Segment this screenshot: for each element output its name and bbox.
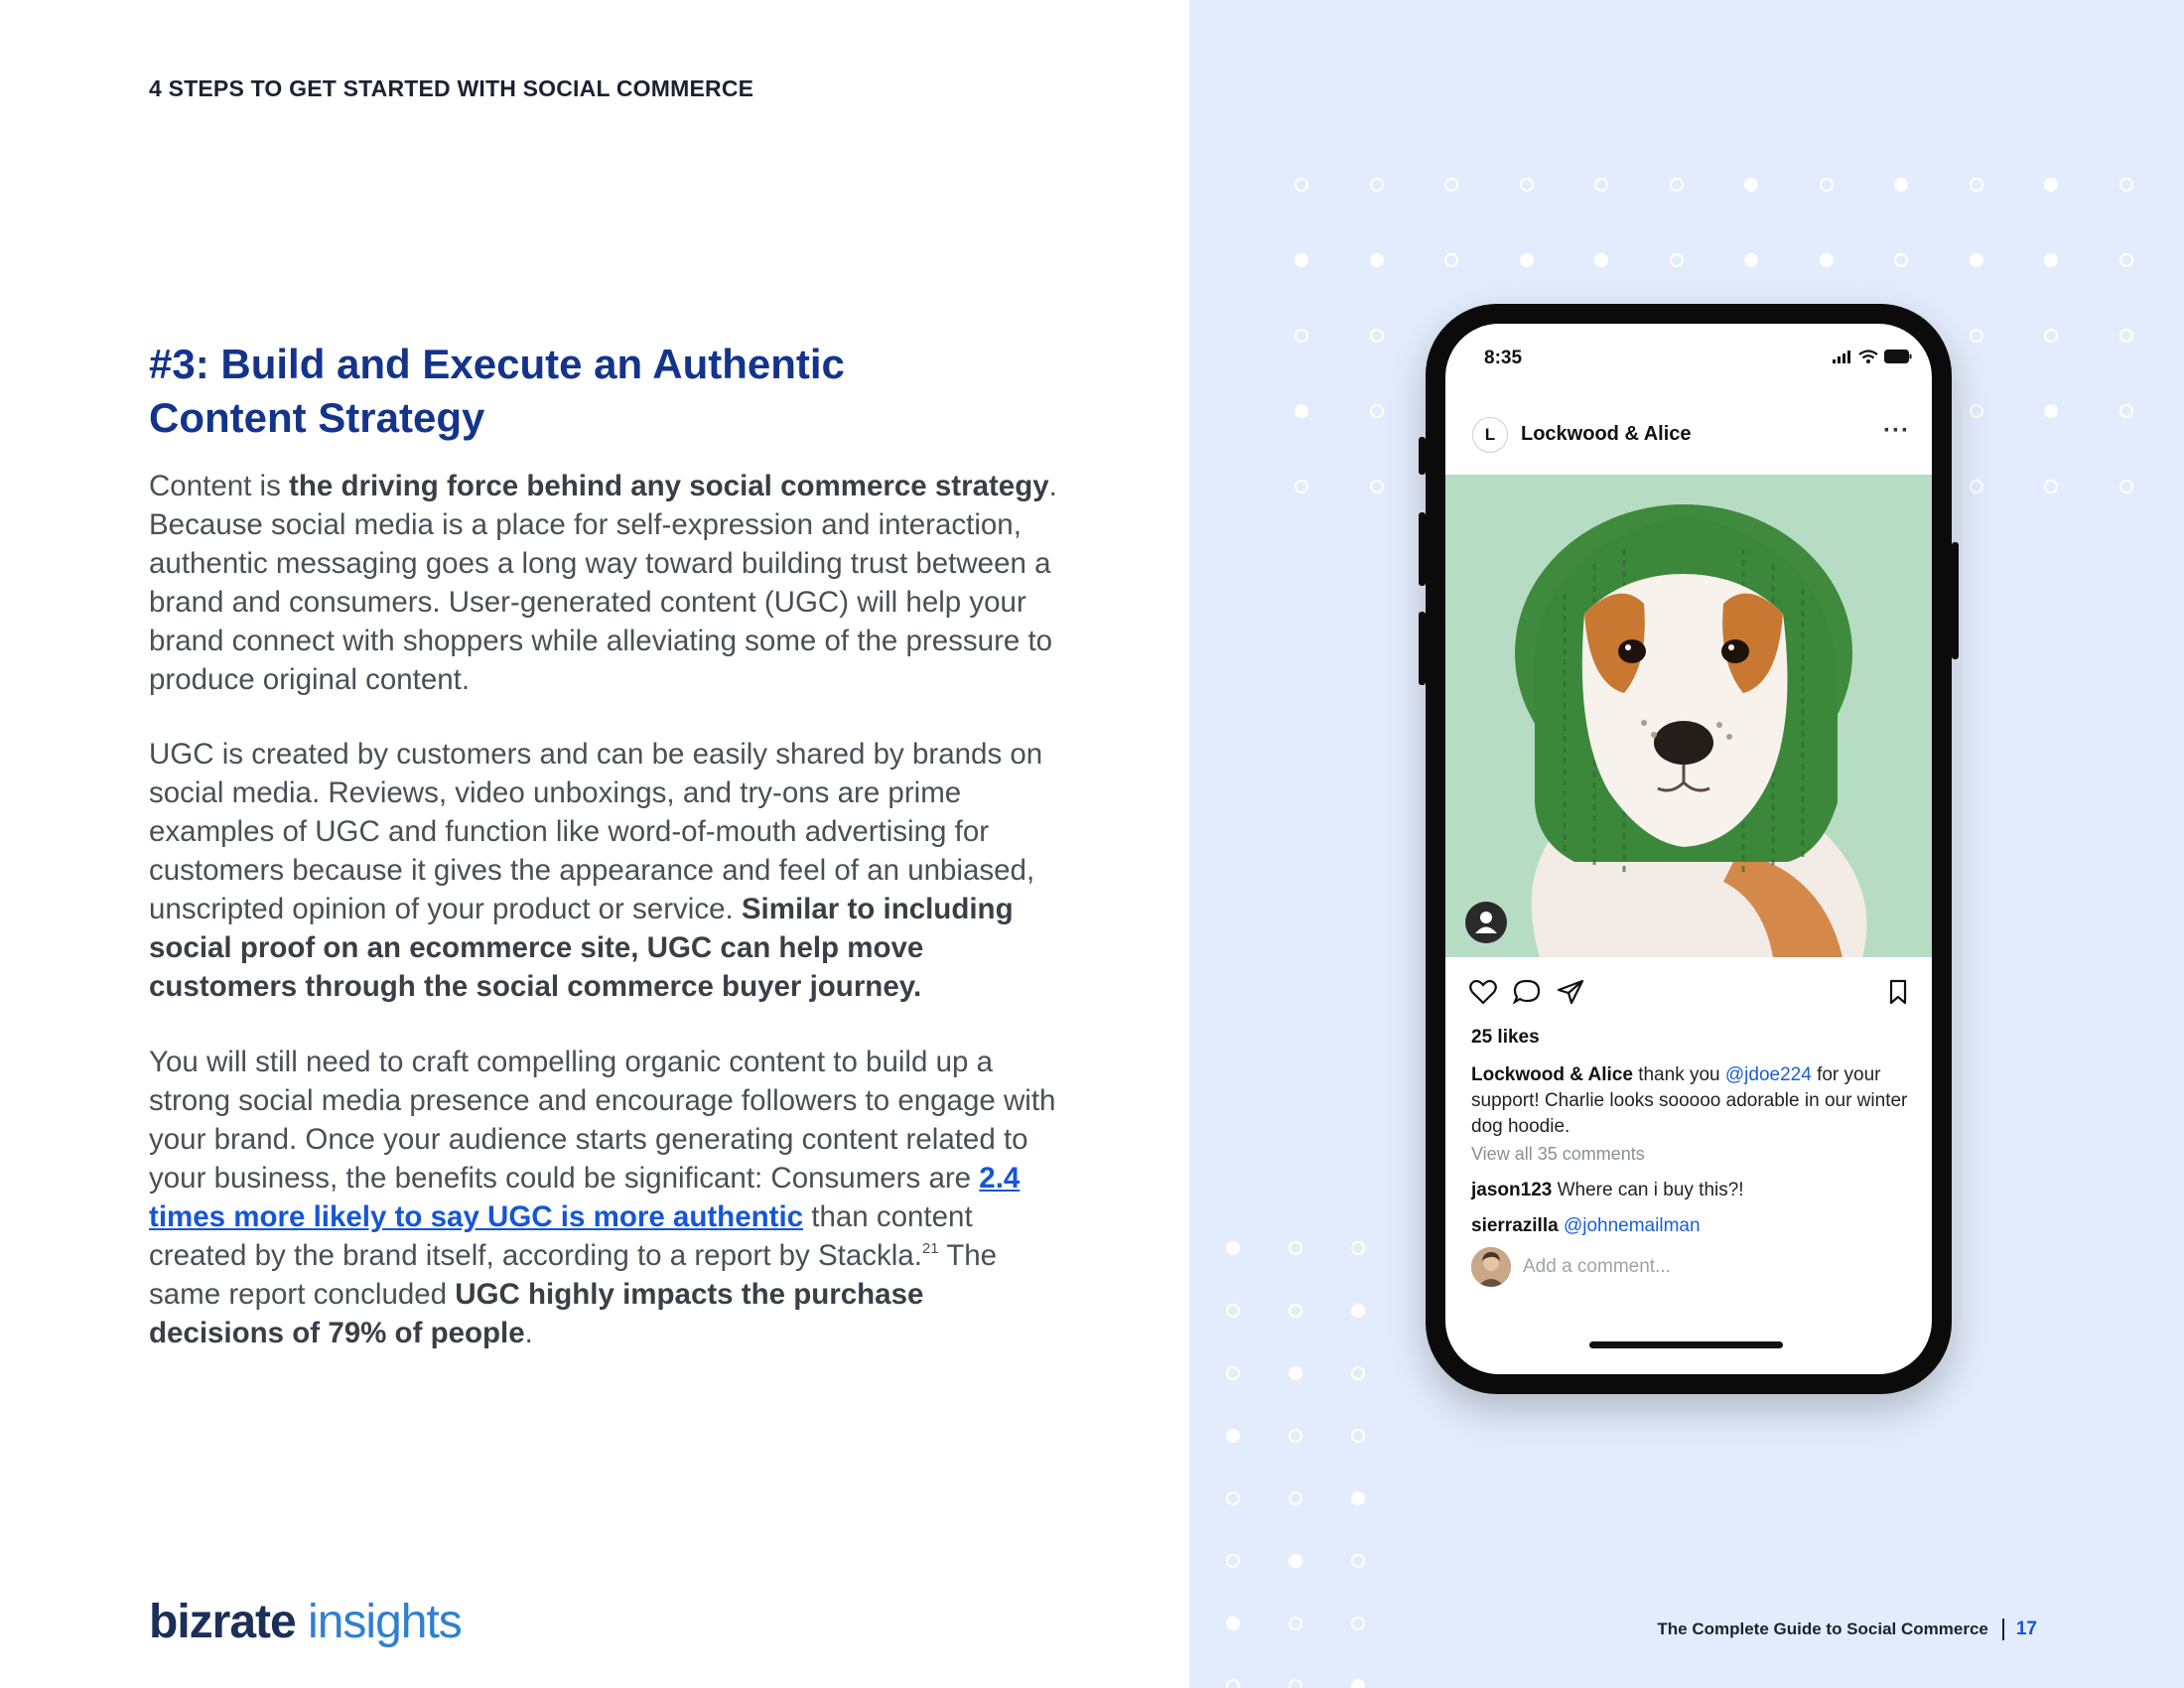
status-bar bbox=[1445, 324, 1932, 393]
decorative-dot bbox=[1744, 178, 1758, 192]
comment-icon[interactable] bbox=[1513, 979, 1541, 1005]
decorative-dot bbox=[1520, 253, 1534, 267]
decorative-dot bbox=[1289, 1617, 1302, 1630]
view-all-comments[interactable]: View all 35 comments bbox=[1471, 1144, 1645, 1164]
account-name[interactable]: Lockwood & Alice bbox=[1521, 423, 1692, 445]
decorative-dot bbox=[2044, 253, 2058, 267]
decorative-dot bbox=[1289, 1304, 1302, 1318]
decorative-dot bbox=[1670, 178, 1684, 192]
phone-volume-up bbox=[1419, 512, 1426, 586]
decorative-dot bbox=[2044, 329, 2058, 343]
heading-line-2: Content Strategy bbox=[149, 394, 485, 441]
footer-divider bbox=[2002, 1618, 2004, 1640]
decorative-dot bbox=[1594, 253, 1608, 267]
decorative-dot bbox=[2044, 480, 2058, 493]
decorative-dot bbox=[1226, 1304, 1240, 1318]
decorative-dot bbox=[1226, 1554, 1240, 1568]
phone-volume-down bbox=[1419, 612, 1426, 685]
decorative-dot bbox=[1351, 1491, 1365, 1505]
decorative-dot bbox=[2119, 253, 2133, 267]
phone-screen bbox=[1445, 324, 1932, 1374]
decorative-dot bbox=[1894, 178, 1908, 192]
account-avatar[interactable]: L bbox=[1472, 417, 1508, 453]
decorative-dot bbox=[1370, 480, 1384, 493]
decorative-dot bbox=[1226, 1366, 1240, 1380]
decorative-dot bbox=[1351, 1366, 1365, 1380]
footnote-marker: 21 bbox=[921, 1240, 939, 1257]
heart-icon[interactable] bbox=[1469, 979, 1497, 1005]
comment-user[interactable]: sierrazilla bbox=[1471, 1215, 1559, 1236]
page-number: 17 bbox=[2015, 1618, 2037, 1639]
decorative-dot bbox=[1351, 1241, 1365, 1255]
bold-phrase: UGC highly impacts the purchase decisions of 79% of people bbox=[149, 1278, 924, 1349]
wifi-icon bbox=[1858, 350, 1878, 363]
decorative-dot bbox=[1351, 1679, 1365, 1688]
bold-phrase: the driving force behind any social commerce strategy bbox=[289, 470, 1049, 502]
decorative-dot bbox=[1226, 1617, 1240, 1630]
footer-title: The Complete Guide to Social Commerce bbox=[1657, 1619, 1988, 1638]
caption-author[interactable]: Lockwood & Alice bbox=[1471, 1064, 1633, 1085]
post-caption: Lockwood & Alice thank you @jdoe224 for your support! Charlie looks sooooo adorable in our winter dog hoodie. bbox=[1471, 1064, 1908, 1137]
decorative-dot bbox=[1970, 329, 1983, 343]
decorative-dot bbox=[1295, 178, 1308, 192]
decorative-dot bbox=[2119, 178, 2133, 192]
decorative-dot bbox=[1295, 404, 1308, 418]
mention-link[interactable]: @jdoe224 bbox=[1724, 1064, 1812, 1085]
add-comment-input[interactable]: Add a comment... bbox=[1523, 1256, 1671, 1277]
decorative-dot bbox=[1351, 1304, 1365, 1318]
status-time: 8:35 bbox=[1484, 348, 1523, 368]
decorative-dot bbox=[1444, 178, 1458, 192]
decorative-dot bbox=[1226, 1679, 1240, 1688]
decorative-dot bbox=[1226, 1429, 1240, 1443]
phone-power-button bbox=[1952, 542, 1959, 659]
decorative-dot bbox=[1226, 1241, 1240, 1255]
stat-link[interactable]: 2.4 times more likely to say UGC is more authentic bbox=[149, 1162, 1021, 1233]
home-indicator bbox=[1589, 1341, 1783, 1348]
battery-icon bbox=[1884, 350, 1912, 363]
post-header bbox=[1445, 409, 1932, 463]
commenter-avatar bbox=[1471, 1247, 1511, 1287]
decorative-dot bbox=[1289, 1554, 1302, 1568]
decorative-dot bbox=[2044, 178, 2058, 192]
decorative-dot bbox=[1670, 253, 1684, 267]
paragraph-3: You will still need to craft compelling organic content to build up a strong social media presence and encourage followers to engage with your brand. Once your audience starts generating content related to your business, the benefits could be significant: Consumers are 2.4 times more likely to say UGC is more authentic than content created by the brand itself, according to a report by Stackla.$^{21}$ The same report concluded UGC highly impacts the purchase decisions of 79% of people. bbox=[149, 1046, 1056, 1349]
decorative-dot bbox=[1289, 1429, 1302, 1443]
likes-count: 25 likes bbox=[1471, 1027, 1540, 1048]
decorative-dot bbox=[2044, 404, 2058, 418]
decorative-dot bbox=[1970, 253, 1983, 267]
decorative-dot bbox=[2119, 404, 2133, 418]
decorative-dot bbox=[1289, 1241, 1302, 1255]
decorative-dot bbox=[1289, 1679, 1302, 1688]
post-photo-dog-in-green-hat bbox=[1445, 475, 1932, 957]
decorative-dot bbox=[2119, 329, 2133, 343]
decorative-dot bbox=[1289, 1366, 1302, 1380]
decorative-dot bbox=[1295, 329, 1308, 343]
decorative-dot bbox=[1370, 253, 1384, 267]
decorative-dot bbox=[1894, 253, 1908, 267]
comment-row: jason123 Where can i buy this?! bbox=[1471, 1180, 1744, 1200]
decorative-dot bbox=[1370, 404, 1384, 418]
decorative-dot bbox=[1444, 253, 1458, 267]
bizrate-insights-logo: bizrate insights bbox=[149, 1596, 462, 1648]
decorative-dot bbox=[2119, 480, 2133, 493]
signal-icon bbox=[1833, 351, 1852, 363]
decorative-dot bbox=[1970, 178, 1983, 192]
decorative-dot bbox=[1351, 1554, 1365, 1568]
post-actions bbox=[1445, 969, 1932, 1017]
bold-phrase: Similar to including social proof on an ecommerce site, UGC can help move customers through the social commerce buyer journey. bbox=[149, 893, 1014, 1003]
phone-mute-switch bbox=[1419, 437, 1426, 475]
comment-user[interactable]: jason123 bbox=[1471, 1180, 1553, 1200]
paragraph-2: UGC is created by customers and can be easily shared by brands on social media. Reviews, video unboxings, and try-ons are prime examples of UGC and function like word-of-mouth advertising for customers because it gives the appearance and feel of an unbiased, unscripted opinion of your product or service. Similar to including social proof on an ecommerce site, UGC can help move customers through the social commerce buyer journey. bbox=[149, 738, 1043, 1003]
decorative-dot bbox=[1351, 1429, 1365, 1443]
decorative-dot bbox=[1594, 178, 1608, 192]
page-footer bbox=[1657, 1618, 2037, 1640]
heading-line-1: #3: Build and Execute an Authentic bbox=[149, 341, 845, 387]
decorative-dot bbox=[1520, 178, 1534, 192]
section-heading bbox=[149, 338, 963, 445]
comment-row: sierrazilla @johnemailman bbox=[1471, 1215, 1701, 1236]
decorative-dot bbox=[1970, 480, 1983, 493]
decorative-dot bbox=[1289, 1491, 1302, 1505]
decorative-dot bbox=[1820, 253, 1834, 267]
decorative-dot bbox=[1295, 253, 1308, 267]
decorative-dot bbox=[1370, 329, 1384, 343]
decorative-dot bbox=[1970, 404, 1983, 418]
decorative-dot bbox=[1295, 480, 1308, 493]
tagged-user-icon[interactable] bbox=[1465, 902, 1507, 943]
decorative-dot bbox=[1820, 178, 1834, 192]
section-label: 4 STEPS TO GET STARTED WITH SOCIAL COMMERCE bbox=[149, 75, 754, 101]
share-icon[interactable] bbox=[1557, 979, 1584, 1005]
paragraph-1: Content is the driving force behind any social commerce strategy. Because social media is a place for self-expression and interaction, authentic messaging goes a long way toward building trust between a brand and consumers. User-generated content (UGC) will help your brand connect with shoppers while alleviating some of the pressure to produce original content. bbox=[149, 470, 1057, 696]
bookmark-icon[interactable] bbox=[1888, 979, 1908, 1005]
decorative-dot bbox=[1744, 253, 1758, 267]
decorative-dot bbox=[1370, 178, 1384, 192]
phone-mockup bbox=[1426, 304, 1952, 1394]
decorative-dot bbox=[1351, 1617, 1365, 1630]
decorative-dot bbox=[1226, 1491, 1240, 1505]
more-options-icon[interactable]: ··· bbox=[1883, 417, 1910, 444]
